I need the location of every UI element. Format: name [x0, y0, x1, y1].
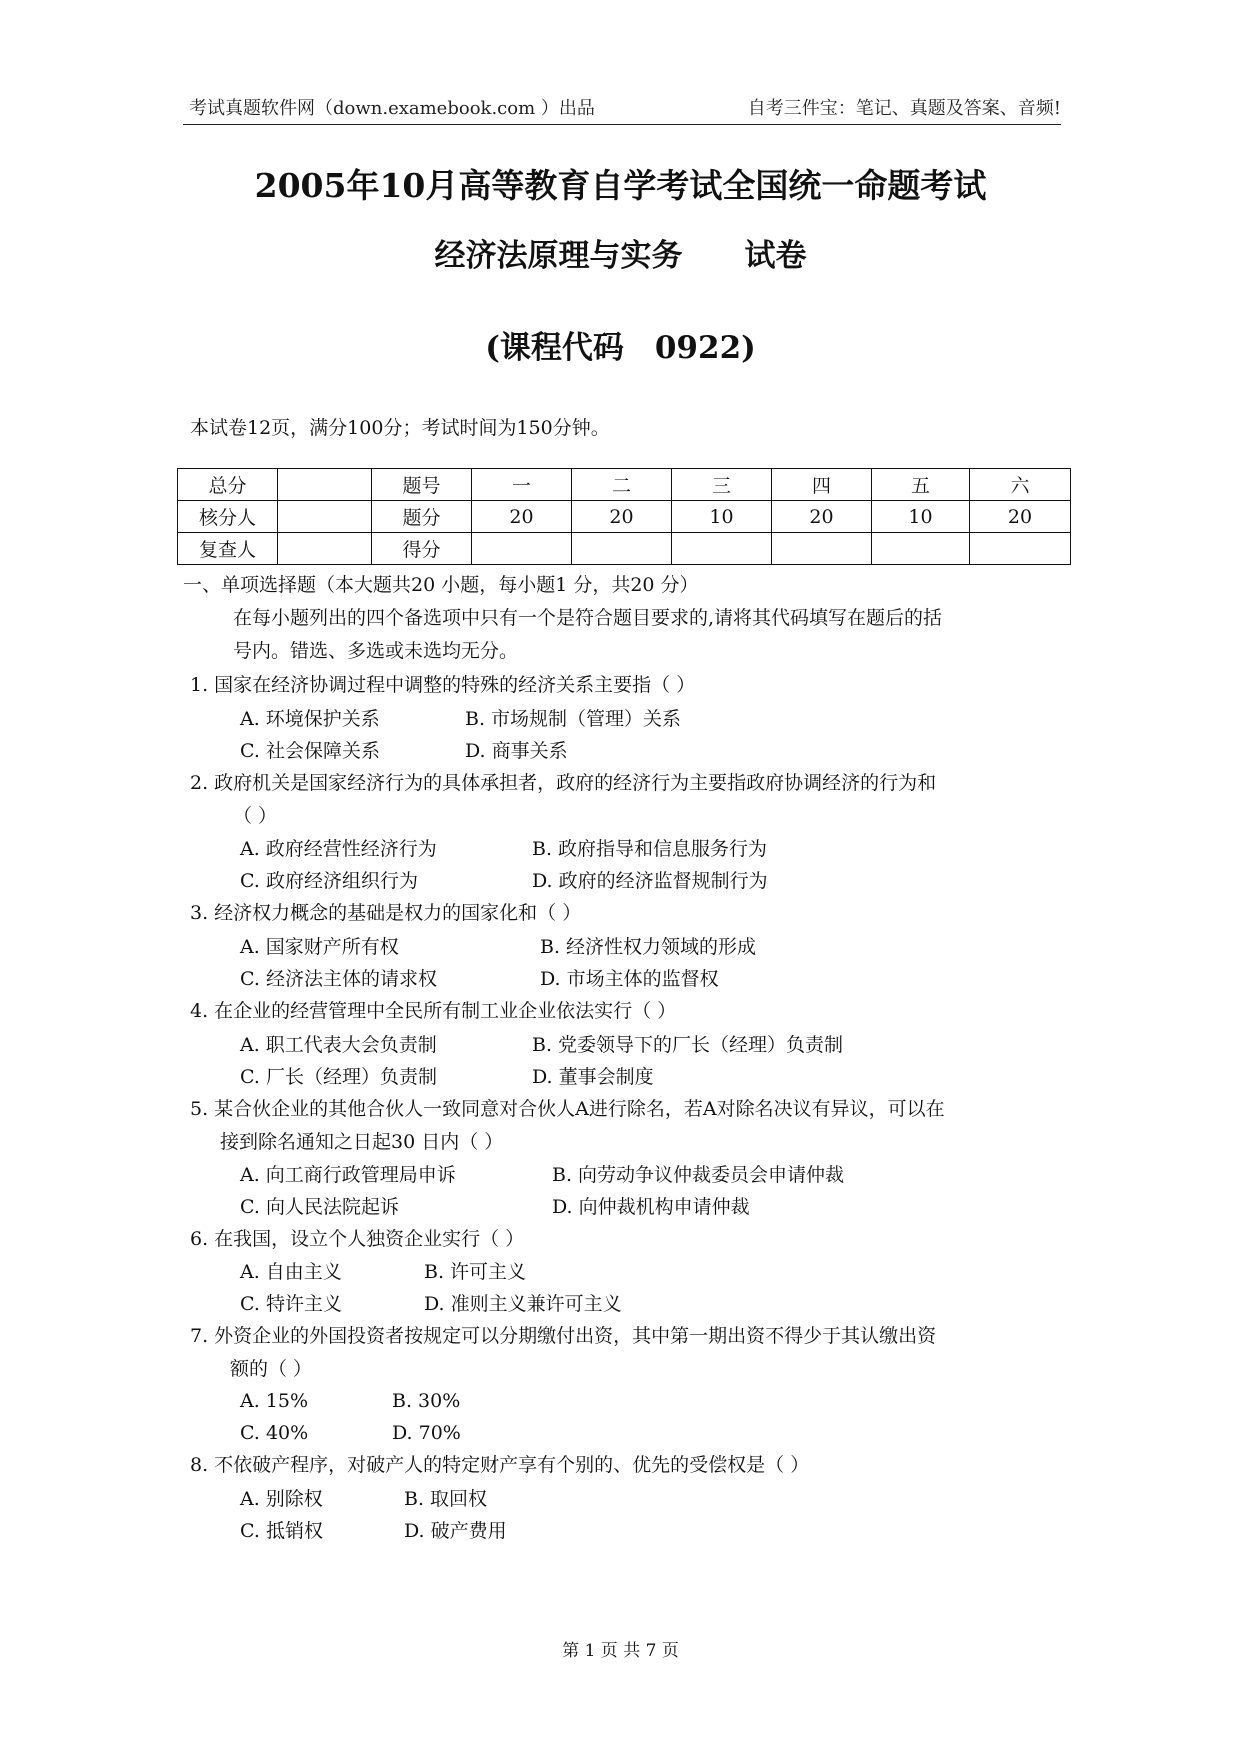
score-table-cell: 20 [970, 501, 1071, 533]
question-option: A. 国家财产所有权 [240, 936, 399, 958]
question-option: C. 向人民法院起诉 [240, 1196, 399, 1218]
score-table-cell [572, 533, 672, 565]
course-code: (课程代码 0922) [485, 330, 756, 366]
question-option: B. 取回权 [404, 1488, 488, 1510]
score-table-cell: 五 [872, 469, 970, 501]
score-table-cell [278, 469, 372, 501]
page-header [183, 92, 1061, 125]
score-table-cell: 三 [672, 469, 772, 501]
question-option: D. 破产费用 [404, 1520, 507, 1542]
score-table-row [178, 533, 1071, 565]
question-option: B. 经济性权力领域的形成 [540, 936, 757, 958]
exam-intro: 本试卷12页，满分100分；考试时间为150分钟。 [190, 417, 610, 439]
question-option: C. 厂长（经理）负责制 [240, 1066, 437, 1088]
score-table-row [178, 469, 1071, 501]
section-instruction: 在每小题列出的四个备选项中只有一个是符合题目要求的,请将其代码填写在题后的括 [233, 607, 943, 629]
question-option: A. 环境保护关系 [240, 708, 380, 730]
section-instruction-cont: 号内。错选、多选或未选均无分。 [233, 640, 519, 662]
score-table-cell: 核分人 [178, 501, 278, 533]
question-option: D. 董事会制度 [532, 1066, 654, 1088]
page-footer: 第 1 页 共 7 页 [562, 1641, 679, 1661]
question-option: D. 市场主体的监督权 [540, 968, 719, 990]
question-option: D. 准则主义兼许可主义 [424, 1293, 622, 1315]
score-table-cell [278, 501, 372, 533]
score-table-cell [970, 533, 1071, 565]
exam-subject: 经济法原理与实务 试卷 [434, 238, 807, 274]
question-stem: 7. 外资企业的外国投资者按规定可以分期缴付出资，其中第一期出资不得少于其认缴出资 [190, 1325, 937, 1347]
question-stem: 3. 经济权力概念的基础是权力的国家化和（ ） [190, 902, 582, 924]
score-table-cell [472, 533, 572, 565]
section-heading: 一、单项选择题（本大题共20 小题，每小题1 分，共20 分） [183, 574, 699, 596]
question-stem: 5. 某合伙企业的其他合伙人一致同意对合伙人A进行除名，若A对除名决议有异议，可以在 [190, 1098, 945, 1120]
score-table-cell [672, 533, 772, 565]
question-option: C. 抵销权 [240, 1520, 323, 1542]
question-option: A. 自由主义 [240, 1261, 342, 1283]
score-table-cell: 一 [472, 469, 572, 501]
question-option: B. 30% [392, 1390, 461, 1412]
question-stem: 4. 在企业的经营管理中全民所有制工业企业依法实行（ ） [190, 1000, 677, 1022]
question-option: B. 党委领导下的厂长（经理）负责制 [532, 1034, 844, 1056]
question-option: D. 商事关系 [465, 740, 568, 762]
question-option: B. 政府指导和信息服务行为 [532, 838, 768, 860]
question-stem: 8. 不依破产程序，对破产人的特定财产享有个别的、优先的受偿权是（ ） [190, 1454, 810, 1476]
question-option: D. 向仲裁机构申请仲裁 [552, 1196, 750, 1218]
question-option: B. 市场规制（管理）关系 [465, 708, 682, 730]
question-stem-cont: 接到除名通知之日起30 日内（ ） [220, 1131, 504, 1153]
score-table-cell: 题分 [372, 501, 472, 533]
score-table-cell: 10 [872, 501, 970, 533]
score-table-cell: 20 [772, 501, 872, 533]
question-option: A. 职工代表大会负责制 [240, 1034, 437, 1056]
score-table-cell: 复查人 [178, 533, 278, 565]
question-option: C. 特许主义 [240, 1293, 342, 1315]
question-option: A. 向工商行政管理局申诉 [240, 1164, 456, 1186]
header-source-text: 考试真题软件网（down.examebook.com ）出品 [189, 98, 595, 119]
header-slogan-text: 自考三件宝：笔记、真题及答案、音频! [747, 98, 1061, 119]
question-option: B. 向劳动争议仲裁委员会申请仲裁 [552, 1164, 845, 1186]
question-option: C. 政府经济组织行为 [240, 870, 418, 892]
question-option: A. 别除权 [240, 1488, 323, 1510]
question-option: A. 15% [240, 1390, 309, 1412]
question-option: A. 政府经营性经济行为 [240, 838, 437, 860]
question-option: D. 70% [392, 1422, 461, 1444]
exam-title: 2005年10月高等教育自学考试全国统一命题考试 [254, 166, 987, 205]
score-table-cell: 总分 [178, 469, 278, 501]
question-stem: 1. 国家在经济协调过程中调整的特殊的经济关系主要指（ ） [190, 674, 696, 696]
question-stem-cont: （ ） [233, 805, 278, 827]
question-option: C. 经济法主体的请求权 [240, 968, 437, 990]
question-stem: 6. 在我国，设立个人独资企业实行（ ） [190, 1228, 525, 1250]
score-table [177, 468, 1071, 565]
question-option: C. 40% [240, 1422, 309, 1444]
score-table-row [178, 501, 1071, 533]
score-table-cell [872, 533, 970, 565]
score-table-cell: 题号 [372, 469, 472, 501]
question-option: D. 政府的经济监督规制行为 [532, 870, 768, 892]
score-table-cell: 得分 [372, 533, 472, 565]
score-table-cell [772, 533, 872, 565]
question-option: C. 社会保障关系 [240, 740, 380, 762]
score-table-cell [278, 533, 372, 565]
score-table-cell: 六 [970, 469, 1071, 501]
question-stem-cont: 额的（ ） [230, 1358, 313, 1380]
score-table-cell: 二 [572, 469, 672, 501]
score-table-cell: 20 [472, 501, 572, 533]
question-stem: 2. 政府机关是国家经济行为的具体承担者，政府的经济行为主要指政府协调经济的行为和 [190, 772, 937, 794]
question-option: B. 许可主义 [424, 1261, 527, 1283]
score-table-cell: 10 [672, 501, 772, 533]
score-table-cell: 20 [572, 501, 672, 533]
score-table-cell: 四 [772, 469, 872, 501]
